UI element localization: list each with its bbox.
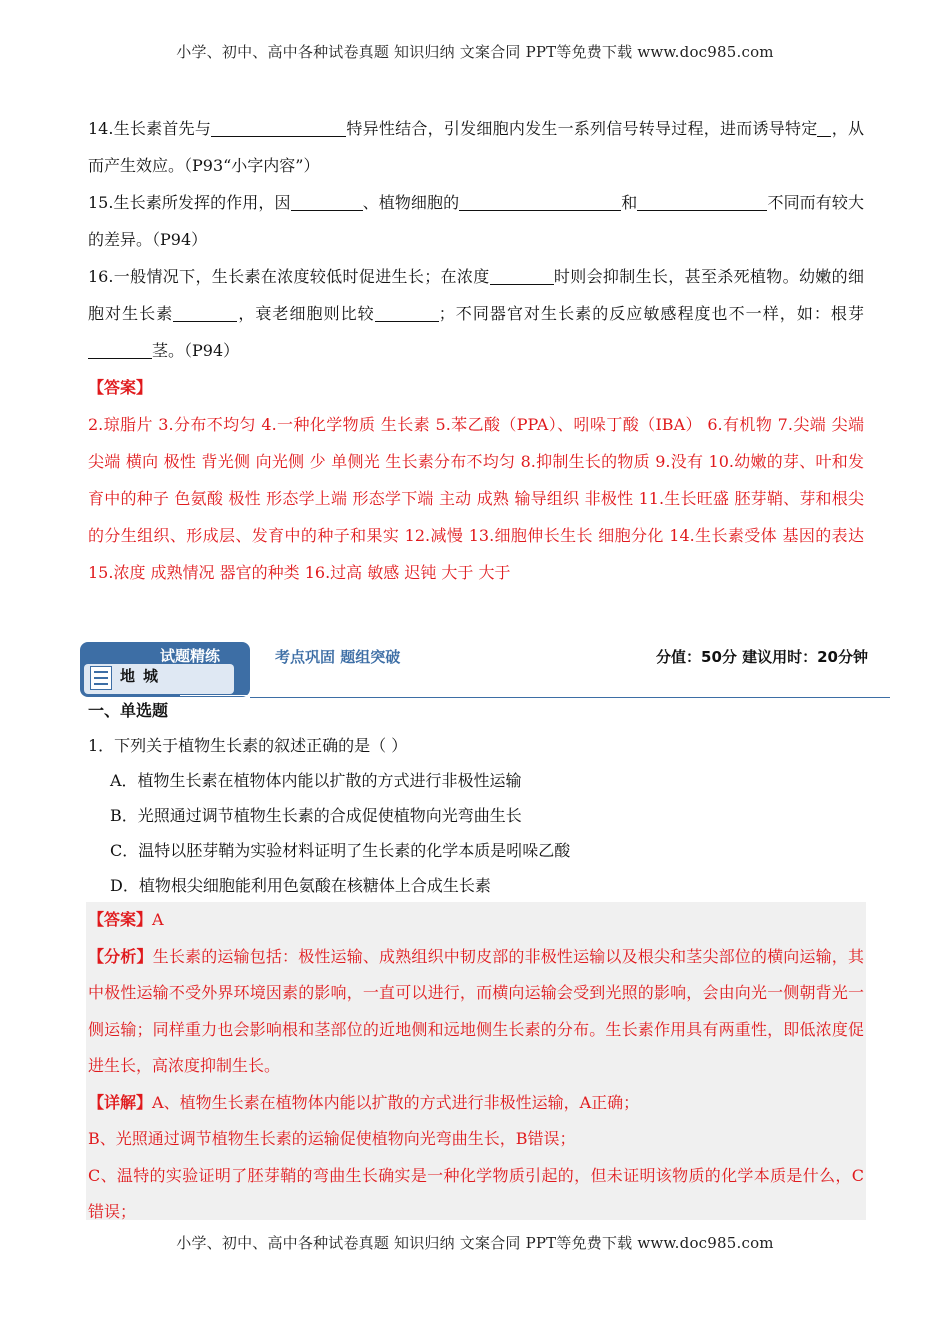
answer-label: 【答案】 [88, 378, 153, 397]
option-b: B．光照通过调节植物生长素的合成促使植物向光弯曲生长 [110, 806, 522, 825]
banner-divider [250, 697, 890, 698]
page-header: 小学、初中、高中各种试卷真题 知识归纳 文案合同 PPT等免费下载 www.doc985.com [176, 43, 774, 61]
question-16: 16.一般情况下，生长素在浓度较低时促进生长；在浓度 时则会抑制生长，甚至杀死植物。幼嫩的细胞对生长素 ，衰老细胞则比较 ；不同器官对生长素的反应敏感程度也不一样，如：根芽茎。（P94） [88, 267, 864, 360]
blank [211, 120, 346, 137]
question-14: 14.生长素首先与 特异性结合，引发细胞内发生一系列信号转导过程，进而诱导特定 ，从而产生效应。（P93“小字内容”） [88, 119, 864, 175]
blank [375, 305, 439, 322]
blank [637, 194, 767, 211]
blank [817, 120, 831, 137]
question-1 [88, 728, 864, 903]
analysis-detail-a: 【详解】A、植物生长素在植物体内能以扩散的方式进行非极性运输，A正确； [88, 1092, 640, 1112]
page-footer: 小学、初中、高中各种试卷真题 知识归纳 文案合同 PPT等免费下载 www.doc985.com [176, 1234, 774, 1252]
analysis-detail-b: B、光照通过调节植物生长素的运输促使植物向光弯曲生长，B错误； [88, 1129, 576, 1148]
banner-tab [80, 642, 250, 697]
section-title: 一、单选题 [88, 701, 169, 720]
banner-tab-title: 试题精练 [160, 647, 221, 665]
score-time: 分值：50分 建议用时：20分钟 [656, 648, 868, 666]
blank [459, 194, 621, 211]
analysis-answer: 【答案】A [88, 910, 164, 929]
option-a: A．植物生长素在植物体内能以扩散的方式进行非极性运输 [110, 771, 522, 790]
analysis-detail-c: C、温特的实验证明了胚芽鞘的弯曲生长确实是一种化学物质引起的，但未证明该物质的化学本质是什么，C错误； [88, 1165, 864, 1221]
option-d: D．植物根尖细胞能利用色氨酸在核糖体上合成生长素 [110, 876, 491, 895]
blank [490, 268, 554, 285]
banner-tab-sub: 地城 [120, 667, 167, 685]
blank [88, 342, 152, 359]
blank [291, 194, 363, 211]
question-stem: 1．下列关于植物生长素的叙述正确的是（ ） [88, 736, 408, 755]
blank [173, 305, 237, 322]
fill-in-questions [88, 110, 864, 591]
option-c: C．温特以胚芽鞘为实验材料证明了生长素的化学本质是吲哚乙酸 [110, 841, 571, 860]
document-icon [90, 666, 112, 690]
answer-text: 2.琼脂片 3.分布不均匀 4.一种化学物质 生长素 5.苯乙酸（PPA）、吲哚丁酸（IBA） 6.有机物 7.尖端 尖端 尖端 横向 极性 背光侧 向光侧 少 单侧光 生长素分布不均匀 8.抑制生长的物质 9.没有 10.幼嫩的芽、叶和发育中的种子 色氨酸 极性 形态学上端 形态学下端 主动 成熟 输导组织 非极性 11.生长旺盛 胚芽鞘、芽和根尖的分生组织、形成层、发育中的种子和果实 12.减慢 13.细胞伸长生长 细胞分化 14.生长素受体 基因的表达 15.浓度 成熟情况 器官的种类 16.过高 敏感 迟钝 大于 大于 [88, 415, 864, 582]
analysis-box [86, 902, 866, 1220]
section-banner [80, 640, 890, 700]
banner-subtitle: 考点巩固 题组突破 [275, 648, 401, 666]
analysis-explanation: 【分析】生长素的运输包括：极性运输、成熟组织中韧皮部的非极性运输以及根尖和茎尖部位的横向运输，其中极性运输不受外界环境因素的影响，一直可以进行，而横向运输会受到光照的影响，会由向光一侧朝背光一侧运输；同样重力也会影响根和茎部位的近地侧和远地侧生长素的分布。生长素作用具有两重性，即低浓度促进生长，高浓度抑制生长。 [88, 946, 864, 1075]
question-15: 15.生长素所发挥的作用，因 、植物细胞的 和 不同而有较大的差异。（P94） [88, 193, 864, 249]
